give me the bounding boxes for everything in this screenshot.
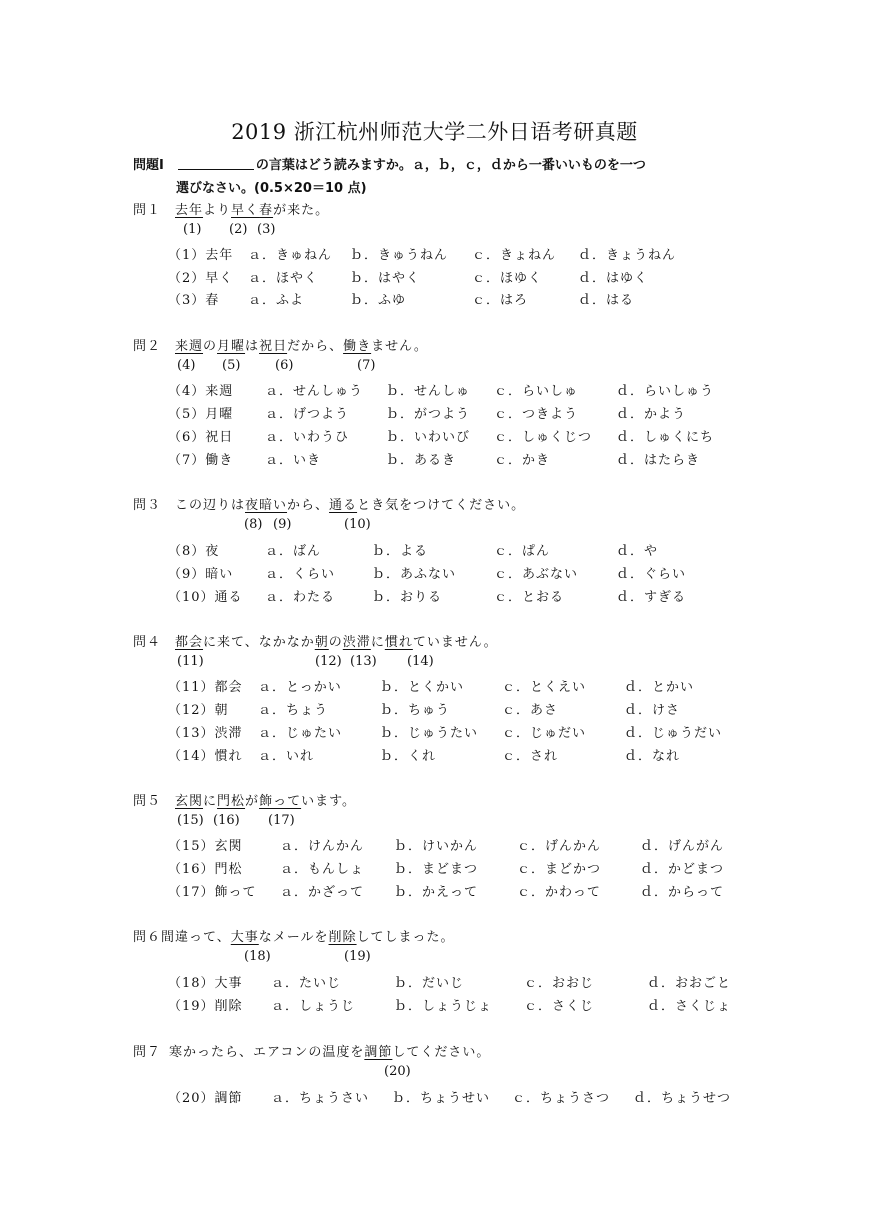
question-number: 問５ <box>133 794 162 809</box>
option-a: ａ．いわうひ <box>265 430 350 445</box>
option-a: ａ．わたる <box>265 590 336 605</box>
option-d: ｄ．おおごと <box>647 976 732 991</box>
option-word: （1）去年 <box>168 248 234 263</box>
option-word: （2）早く <box>168 271 234 286</box>
underlined-word: 通る <box>329 498 358 513</box>
option-word: （18）大事 <box>168 976 243 991</box>
blank-number: (14) <box>407 654 434 669</box>
option-d: ｄ．や <box>616 544 659 559</box>
option-row <box>168 835 748 855</box>
option-row <box>168 403 748 423</box>
option-c: ｃ．ちょうさつ <box>512 1091 611 1106</box>
option-a: ａ．とっかい <box>258 680 342 695</box>
option-c: ｃ．ぱん <box>494 544 551 559</box>
option-a: ａ．きゅねん <box>248 248 333 263</box>
underlined-word: 春 <box>259 203 274 218</box>
option-word: （10）通る <box>168 590 243 605</box>
section-header <box>133 154 646 173</box>
sentence-text: は <box>245 339 260 354</box>
underlined-word: 働き <box>343 339 372 354</box>
underlined-word: 早く <box>231 203 260 218</box>
option-row <box>168 676 748 696</box>
blank-number: (17) <box>268 813 295 828</box>
option-a: ａ．ばん <box>265 544 322 559</box>
option-row <box>168 289 728 309</box>
option-c: ｃ．かわって <box>517 885 601 900</box>
question-1 <box>133 199 329 218</box>
option-a: ａ．じゅたい <box>258 726 343 741</box>
question-5 <box>133 790 356 809</box>
option-d: ｄ．ぐらい <box>616 567 687 582</box>
option-word: （16）門松 <box>168 862 243 877</box>
question-7 <box>133 1041 490 1060</box>
option-b: ｂ．よる <box>372 544 429 559</box>
option-d: ｄ．からって <box>640 885 725 900</box>
blank-number: (19) <box>344 949 371 964</box>
option-a: ａ．いれ <box>258 749 315 764</box>
option-d: ｄ．しゅくにち <box>616 430 715 445</box>
blank-number: (2) <box>229 222 248 237</box>
underlined-word: 来週 <box>175 339 204 354</box>
blank-number: (15) <box>177 813 204 828</box>
blank-number: (7) <box>357 358 376 373</box>
underlined-word: 祝日 <box>259 339 288 354</box>
blank-number: (9) <box>273 517 292 532</box>
question-number: 問１ <box>133 203 162 218</box>
option-c: ｃ．らいしゅ <box>494 384 579 399</box>
question-number: 問２ <box>133 339 162 354</box>
option-word: （12）朝 <box>168 703 229 718</box>
option-row <box>168 244 728 264</box>
option-word: （5）月曜 <box>168 407 234 422</box>
underlined-word: 月曜 <box>217 339 246 354</box>
option-c: ｃ．げんかん <box>517 839 602 854</box>
option-a: ａ．けんかん <box>280 839 365 854</box>
sentence-text: この辺りは <box>175 498 246 513</box>
option-b: ｂ．まどまつ <box>394 862 479 877</box>
sentence-text: してください。 <box>392 1045 491 1060</box>
option-word: （11）都会 <box>168 680 243 695</box>
section-label: 問題Ⅰ <box>133 158 164 173</box>
sentence-text: の <box>328 635 343 650</box>
underlined-word: 渋滞 <box>342 635 371 650</box>
option-d: ｄ．とかい <box>624 680 695 695</box>
section-instruction-1: の言葉はどう読みますか。ａ，ｂ，ｃ，ｄから一番いいものを一つ <box>255 158 646 173</box>
option-word: （17）飾って <box>168 885 257 900</box>
option-d: ｄ．すぎる <box>616 590 687 605</box>
option-b: ｂ．あるき <box>386 453 457 468</box>
blank-number: (12) <box>315 654 342 669</box>
option-row <box>168 722 748 742</box>
option-b: ｂ．かえって <box>394 885 479 900</box>
option-c: ｃ．きょねん <box>472 248 557 263</box>
section-instruction-2: 選びなさい。(0.5×20＝10 点) <box>176 181 367 196</box>
question-number: 問３ <box>133 498 162 513</box>
sentence-text: より <box>203 203 232 218</box>
sentence-text: 間違って、 <box>161 930 231 945</box>
option-word: （8）夜 <box>168 544 220 559</box>
sentence-text: ていません。 <box>412 635 498 650</box>
question-6 <box>133 926 455 945</box>
option-row <box>168 858 748 878</box>
option-word: （19）削除 <box>168 999 243 1014</box>
option-b: ｂ．しょうじょ <box>394 999 493 1014</box>
option-c: ｃ．とくえい <box>502 680 587 695</box>
option-d: ｄ．さくじょ <box>647 999 732 1014</box>
option-a: ａ．いき <box>265 453 322 468</box>
option-a: ａ．ちょうさい <box>271 1091 370 1106</box>
option-d: ｄ．らいしゅう <box>616 384 715 399</box>
sentence-text: に <box>203 794 218 809</box>
sentence-text: してしまった。 <box>356 930 455 945</box>
option-a: ａ．しょうじ <box>271 999 356 1014</box>
option-a: ａ．ふよ <box>248 293 305 308</box>
option-a: ａ．かざって <box>280 885 365 900</box>
option-d: ｄ．けさ <box>624 703 681 718</box>
question-number: 問４ <box>133 635 162 650</box>
option-d: ｄ．きょうねん <box>578 248 677 263</box>
option-a: ａ．もんしょ <box>280 862 365 877</box>
question-number: 問７ <box>133 1045 162 1060</box>
underlined-word: 削除 <box>328 930 357 945</box>
option-word: （9）暗い <box>168 567 234 582</box>
option-d: ｄ．はる <box>578 293 635 308</box>
sentence-text: に来て、なかなか <box>203 635 315 650</box>
blank-number: (13) <box>350 654 377 669</box>
blank-number: (5) <box>222 358 241 373</box>
sentence-text: から、 <box>287 498 330 513</box>
option-c: ｃ．され <box>502 749 559 764</box>
question-number: 問６ <box>133 930 162 945</box>
blank-number: (10) <box>344 517 371 532</box>
blank-number: (6) <box>275 358 294 373</box>
sentence-text: います。 <box>301 794 357 809</box>
option-c: ｃ．しゅくじつ <box>494 430 593 445</box>
option-row <box>168 380 748 400</box>
sentence-text: 寒かったら、エアコンの温度を <box>169 1045 365 1060</box>
blank-number: (11) <box>177 654 204 669</box>
underlined-word: 夜暗い <box>245 498 288 513</box>
option-row <box>168 563 748 583</box>
option-b: ｂ．はやく <box>350 271 421 286</box>
option-d: ｄ．かどまつ <box>640 862 725 877</box>
option-c: ｃ．あぶない <box>494 567 579 582</box>
option-c: ｃ．つきよう <box>494 407 579 422</box>
option-word: （14）慣れ <box>168 749 243 764</box>
option-c: ｃ．ほゆく <box>472 271 543 286</box>
option-c: ｃ．かき <box>494 453 551 468</box>
option-a: ａ．げつよう <box>265 407 350 422</box>
underlined-word: 慣れ <box>384 635 413 650</box>
option-word: （7）働き <box>168 453 234 468</box>
page-title: 2019 浙江杭州师范大学二外日语考研真题 <box>231 120 638 144</box>
option-row <box>168 1087 748 1107</box>
option-row <box>168 972 748 992</box>
option-row <box>168 426 748 446</box>
blank-number: (3) <box>257 222 276 237</box>
option-a: ａ．くらい <box>265 567 336 582</box>
sentence-text: ません。 <box>371 339 428 354</box>
option-c: ｃ．はろ <box>472 293 529 308</box>
option-row <box>168 745 748 765</box>
option-d: ｄ．じゅうだい <box>624 726 723 741</box>
option-b: ｂ．きゅうねん <box>350 248 449 263</box>
option-word: （4）来週 <box>168 384 234 399</box>
option-word: （15）玄関 <box>168 839 243 854</box>
option-c: ｃ．まどかつ <box>517 862 602 877</box>
underlined-word: 都会 <box>175 635 204 650</box>
question-2 <box>133 335 428 354</box>
option-word: （13）渋滞 <box>168 726 243 741</box>
option-row <box>168 449 748 469</box>
option-a: ａ．ちょう <box>258 703 329 718</box>
option-b: ｂ．あふない <box>372 567 457 582</box>
option-row <box>168 540 748 560</box>
option-b: ｂ．がつよう <box>386 407 471 422</box>
answer-blank <box>178 157 254 170</box>
sentence-text: に <box>370 635 385 650</box>
option-d: ｄ．げんがん <box>640 839 725 854</box>
option-row <box>168 586 748 606</box>
underlined-word: 門松 <box>217 794 246 809</box>
underlined-word: 朝 <box>314 635 329 650</box>
option-d: ｄ．かよう <box>616 407 687 422</box>
option-row <box>168 699 748 719</box>
option-b: ｂ．ちゅう <box>380 703 451 718</box>
blank-number: (16) <box>213 813 240 828</box>
underlined-word: 去年 <box>175 203 204 218</box>
option-word: （3）春 <box>168 293 220 308</box>
sentence-text: の <box>203 339 218 354</box>
option-b: ｂ．くれ <box>380 749 437 764</box>
sentence-text: なメールを <box>258 930 329 945</box>
sentence-text: とき気をつけてください。 <box>357 498 526 513</box>
option-b: ｂ．じゅうたい <box>380 726 479 741</box>
underlined-word: 玄関 <box>175 794 204 809</box>
question-4 <box>133 631 498 650</box>
option-a: ａ．ほやく <box>248 271 319 286</box>
sentence-text: が来た。 <box>273 203 330 218</box>
option-b: ｂ．いわいび <box>386 430 471 445</box>
option-d: ｄ．はたらき <box>616 453 701 468</box>
sentence-text: が <box>245 794 260 809</box>
blank-number: (20) <box>384 1064 411 1079</box>
option-a: ａ．たいじ <box>271 976 342 991</box>
option-b: ｂ．とくかい <box>380 680 465 695</box>
option-row <box>168 995 748 1015</box>
option-b: ｂ．だいじ <box>394 976 465 991</box>
option-word: （6）祝日 <box>168 430 234 445</box>
underlined-word: 調節 <box>364 1045 393 1060</box>
sentence-text: だから、 <box>287 339 344 354</box>
option-b: ｂ．ちょうせい <box>392 1091 491 1106</box>
option-d: ｄ．なれ <box>624 749 681 764</box>
option-a: ａ．せんしゅう <box>265 384 364 399</box>
option-d: ｄ．ちょうせつ <box>633 1091 732 1106</box>
option-c: ｃ．あさ <box>502 703 559 718</box>
underlined-word: 大事 <box>230 930 259 945</box>
question-3 <box>133 494 525 513</box>
option-b: ｂ．せんしゅ <box>386 384 471 399</box>
blank-number: (18) <box>244 949 271 964</box>
option-b: ｂ．ふゆ <box>350 293 407 308</box>
option-c: ｃ．とおる <box>494 590 565 605</box>
option-row <box>168 267 728 287</box>
option-c: ｃ．じゅだい <box>502 726 587 741</box>
option-c: ｃ．おおじ <box>524 976 595 991</box>
option-word: （20）調節 <box>168 1091 243 1106</box>
blank-number: (8) <box>244 517 263 532</box>
option-b: ｂ．けいかん <box>394 839 479 854</box>
blank-number: (1) <box>183 222 202 237</box>
underlined-word: 飾って <box>259 794 302 809</box>
option-c: ｃ．さくじ <box>524 999 595 1014</box>
blank-number: (4) <box>177 358 196 373</box>
option-d: ｄ．はゆく <box>578 271 649 286</box>
option-row <box>168 881 748 901</box>
option-b: ｂ．おりる <box>372 590 443 605</box>
